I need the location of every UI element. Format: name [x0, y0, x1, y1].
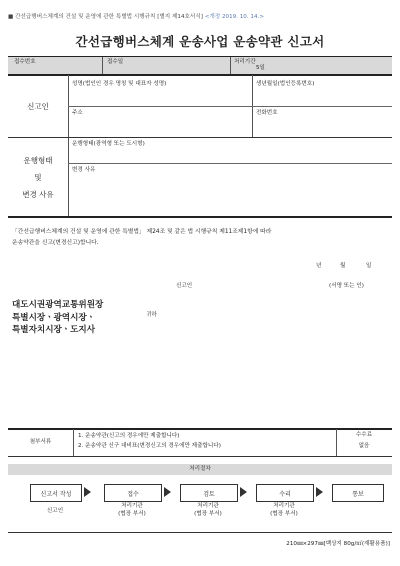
change-reason-label: 변경 사유 [72, 167, 96, 173]
recipient-line-3: 특별자치시장ㆍ도지사 [12, 325, 96, 335]
law-reference [8, 14, 264, 21]
law-reference-text: 간선급행버스체계의 건설 및 운영에 관한 특별법 시행규칙 [별지 제14호서식] [15, 14, 203, 20]
operation-section-label [8, 140, 68, 214]
recipient-line-1: 대도시권광역교통위원장 [12, 300, 104, 310]
process-step-write: 신고서 작성 [30, 484, 82, 502]
paper-spec-footer: 210㎜×297㎜[백상지 80g/㎡(재활용품)] [286, 541, 390, 547]
arrow-icon [316, 487, 323, 497]
page-title: 간선급행버스체계 운송사업 운송약관 신고서 [75, 34, 325, 49]
applicant-section-label: 신고인 [27, 101, 49, 111]
processing-period-value: 5일 [256, 65, 265, 71]
applicant-name-label: 성명(법인인 경우 명칭 및 대표자 성명) [72, 81, 167, 87]
applicant-address-label: 주소 [72, 110, 83, 116]
step-actor-receive: 처리기관 [121, 503, 143, 509]
arrow-icon [164, 487, 171, 497]
attachments-label: 첨부서류 [29, 439, 52, 446]
revision-note: <개정 2019. 10. 14.> [204, 14, 265, 20]
step-actor-review-dept: (협장 부서) [194, 511, 222, 517]
fee-label: 수수료 [355, 432, 373, 438]
recipient-line-2: 특별시장ㆍ광역시장ㆍ [12, 312, 96, 323]
operation-label-line-1: 운행형태 [23, 155, 53, 165]
step-actor-accept: 처리기관 [273, 503, 295, 509]
receipt-date-label: 접수일 [107, 59, 124, 65]
operation-type-label: 운행형태(광역형 또는 도시형) [72, 141, 145, 147]
receipt-number-label: 접수번호 [14, 59, 36, 65]
processing-period-label: 처리기간 [234, 59, 256, 65]
date-year: 년 [316, 263, 322, 269]
applicant-birth-label: 생년월일(법인등록번호) [256, 81, 315, 87]
operation-label-line-3: 변경 사유 [22, 189, 54, 199]
date-day: 일 [366, 263, 372, 269]
process-step-receive: 접수 [104, 484, 162, 502]
statement-line-2: 운송약관을 신고(변경신고)합니다. [12, 240, 99, 246]
step-actor-review: 처리기관 [197, 503, 219, 509]
process-step-review: 검토 [180, 484, 238, 502]
bullet-icon: ■ [8, 14, 14, 20]
recipient-block [12, 299, 103, 337]
arrow-icon [84, 487, 91, 497]
date-month: 월 [340, 263, 346, 269]
statement-line-1: 「간선급행버스체계의 건설 및 운영에 관한 특별법」 제24조 및 같은 법 시행규칙 제11조제1항에 따라 [12, 229, 272, 235]
step-actor-receive-dept: (협장 부서) [118, 511, 146, 517]
step-actor-write: 신고인 [46, 508, 64, 514]
recipient-suffix: 귀하 [146, 312, 157, 318]
fee-value: 없음 [358, 443, 370, 449]
process-step-notify: 통보 [332, 484, 384, 502]
arrow-icon [240, 487, 247, 497]
attachment-item-2: 2. 운송약관 신구 대비표(변경신고의 경우에만 제출합니다) [78, 443, 221, 449]
process-title: 처리절차 [189, 466, 211, 472]
signature-note: (서명 또는 인) [329, 283, 364, 289]
declarant-label: 신고인 [176, 283, 193, 289]
attachment-item-1: 1. 운송약관(신고의 경우에만 제출합니다) [78, 433, 180, 439]
process-step-accept: 수리 [256, 484, 314, 502]
operation-label-line-2: 및 [34, 172, 42, 182]
step-actor-accept-dept: (협장 부서) [270, 511, 298, 517]
applicant-phone-label: 전화번호 [256, 110, 278, 116]
